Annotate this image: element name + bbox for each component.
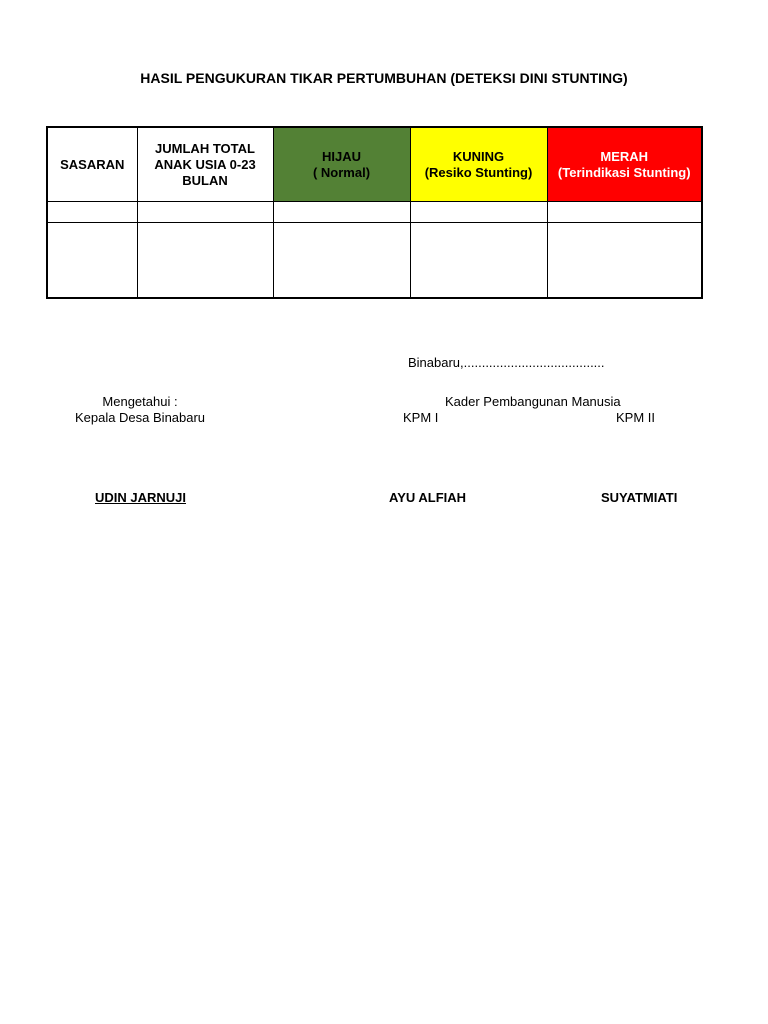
kader-title: Kader Pembangunan Manusia (445, 394, 621, 409)
header-hijau-label: HIJAU (321, 148, 361, 164)
table-cell[interactable] (547, 223, 702, 299)
table-cell[interactable] (47, 202, 137, 223)
header-sasaran: SASARAN (47, 127, 137, 202)
table-cell[interactable] (410, 202, 547, 223)
header-jumlah-label: JUMLAH TOTAL ANAK USIA 0-23 BULAN (154, 140, 256, 188)
header-kuning-sublabel: (Resiko Stunting) (424, 164, 533, 180)
kpm2-role: KPM II (616, 410, 656, 425)
table-cell[interactable] (137, 202, 273, 223)
header-kuning (410, 127, 547, 202)
acknowledged-label: Mengetahui : (102, 394, 178, 409)
table-cell[interactable] (410, 223, 547, 299)
header-merah-sublabel: (Terindikasi Stunting) (557, 164, 691, 180)
table-cell[interactable] (273, 223, 410, 299)
header-merah (547, 127, 702, 202)
kpm2-name: SUYATMIATI (601, 490, 678, 505)
table-cell[interactable] (547, 202, 702, 223)
kpm1-role: KPM I (403, 410, 439, 425)
place-date-line: Binabaru,....................................... (408, 355, 605, 370)
table-cell[interactable] (273, 202, 410, 223)
table-row (47, 202, 702, 223)
table-cell[interactable] (47, 223, 137, 299)
table-header-row (47, 127, 702, 202)
header-hijau (273, 127, 410, 202)
header-merah-label: MERAH (600, 148, 649, 164)
document-title: HASIL PENGUKURAN TIKAR PERTUMBUHAN (DETEKSI DINI STUNTING) (140, 70, 628, 86)
village-head-role: Kepala Desa Binabaru (74, 410, 206, 425)
table-cell[interactable] (137, 223, 273, 299)
stunting-table (46, 126, 703, 299)
header-jumlah (137, 127, 273, 202)
header-hijau-sublabel: ( Normal) (312, 164, 371, 180)
table-row (47, 223, 702, 299)
village-head-name: UDIN JARNUJI (95, 490, 187, 505)
kpm1-name: AYU ALFIAH (389, 490, 467, 505)
header-kuning-label: KUNING (452, 148, 505, 164)
